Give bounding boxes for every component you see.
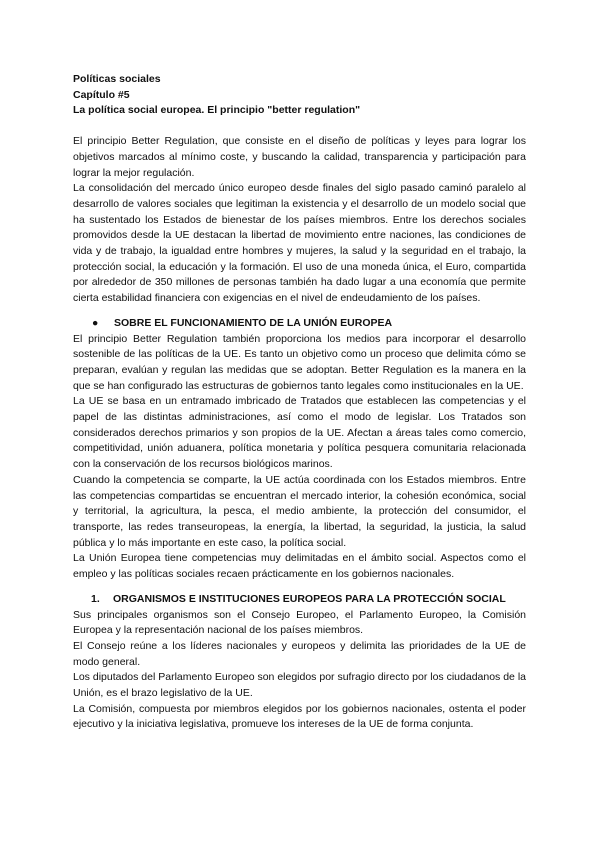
chapter-label: Capítulo #5 xyxy=(73,88,130,101)
section2-paragraph-3: Los diputados del Parlamento Europeo son elegidos por sufragio directo por los ciudadanos de la Unión, es el brazo legislativo de la UE. xyxy=(73,671,526,700)
document-page xyxy=(73,72,526,733)
bullet-icon: ● xyxy=(92,316,99,329)
section2-paragraph-2: El Consejo reúne a los líderes nacionales y europeos y delimita las prioridades de la UE de modo general. xyxy=(73,639,526,668)
document-title: Políticas sociales xyxy=(73,73,161,85)
section2-paragraph-4: La Comisión, compuesta por miembros elegidos por los gobiernos nacionales, ostenta el poder ejecutivo y la iniciativa legislativa, promueve los intereses de la UE de forma conjunta. xyxy=(73,702,526,731)
intro-paragraph-2: La consolidación del mercado único europeo desde finales del siglo pasado caminó paralelo al desarrollo de valores sociales que legitiman la existencia y el desarrollo de un modelo social que ha sustentado los Estados de bienestar de los países miembros. Entre los derechos sociales promovidos desde la UE destacan la libertad de movimiento entre naciones, las condiciones de vida y de trabajo, la igualdad entre hombres y mujeres, la salud y la seguridad en el trabajo, la protección social, la educación y la formación. El uso de una moneda única, el Euro, compartida por alrededor de 350 millones de personas también ha dado lugar a una economía que permite cierta estabilidad financiera con exigencias en el nivel de endeudamiento de los países. xyxy=(73,182,526,305)
section1-paragraph-4: La Unión Europea tiene competencias muy delimitadas en el ámbito social. Aspectos como el empleo y las políticas sociales recaen prácticamente en los gobiernos nacionales. xyxy=(73,552,526,581)
intro-paragraph-1: El principio Better Regulation, que consiste en el diseño de políticas y leyes para lograr los objetivos marcados al mínimo coste, y buscando la calidad, transparencia y participación para lograr la mejor regulación. xyxy=(73,135,526,179)
section1-paragraph-1: El principio Better Regulation también proporciona los medios para incorporar el desarrollo sostenible de las políticas de la UE. Es tanto un objetivo como un proceso que delimita cómo se preparan, evalúan y regulan las medidas que se adoptan. Better Regulation es la manera en la que se han configurado las estructuras de gobiernos tanto legales como institucionales en la UE. xyxy=(73,332,526,392)
section-heading-funcionamiento xyxy=(92,316,526,332)
section1-paragraph-2: La UE se basa en un entramado imbricado de Tratados que establecen las competencias y el papel de las distintas administraciones, así como el modo de legislar. Los Tratados son considerados derechos primarios y son propios de la UE. Afectan a áreas tales como comercio, competitividad, unión aduanera, política monetaria y política pesquera comunitaria relacionada con la conservación de los recursos biológicos marinos. xyxy=(73,395,526,471)
chapter-title: La política social europea. El principio "better regulation" xyxy=(73,104,361,117)
section1-paragraph-3: Cuando la competencia se comparte, la UE actúa coordinada con los Estados miembros. Entre las competencias compartidas se encuentran el mercado interior, la cohesión económica, social y territorial, la agricultura, la pesca, el medio ambiente, la protección del consumidor, el transporte, las redes transeuropeas, la energía, la libertad, la seguridad, la justicia, la salud pública y lo más importante en este caso, la política social. xyxy=(73,473,526,549)
section-heading-organismos xyxy=(91,592,526,608)
section-number: 1. xyxy=(91,592,100,605)
section2-paragraph-1: Sus principales organismos son el Consejo Europeo, el Parlamento Europeo, la Comisión Europea y la representación nacional de los países miembros. xyxy=(73,608,526,637)
section-heading-text: SOBRE EL FUNCIONAMIENTO DE LA UNIÓN EUROPEA xyxy=(114,316,393,329)
section-heading-text: ORGANISMOS E INSTITUCIONES EUROPEOS PARA LA PROTECCIÓN SOCIAL xyxy=(113,592,506,605)
